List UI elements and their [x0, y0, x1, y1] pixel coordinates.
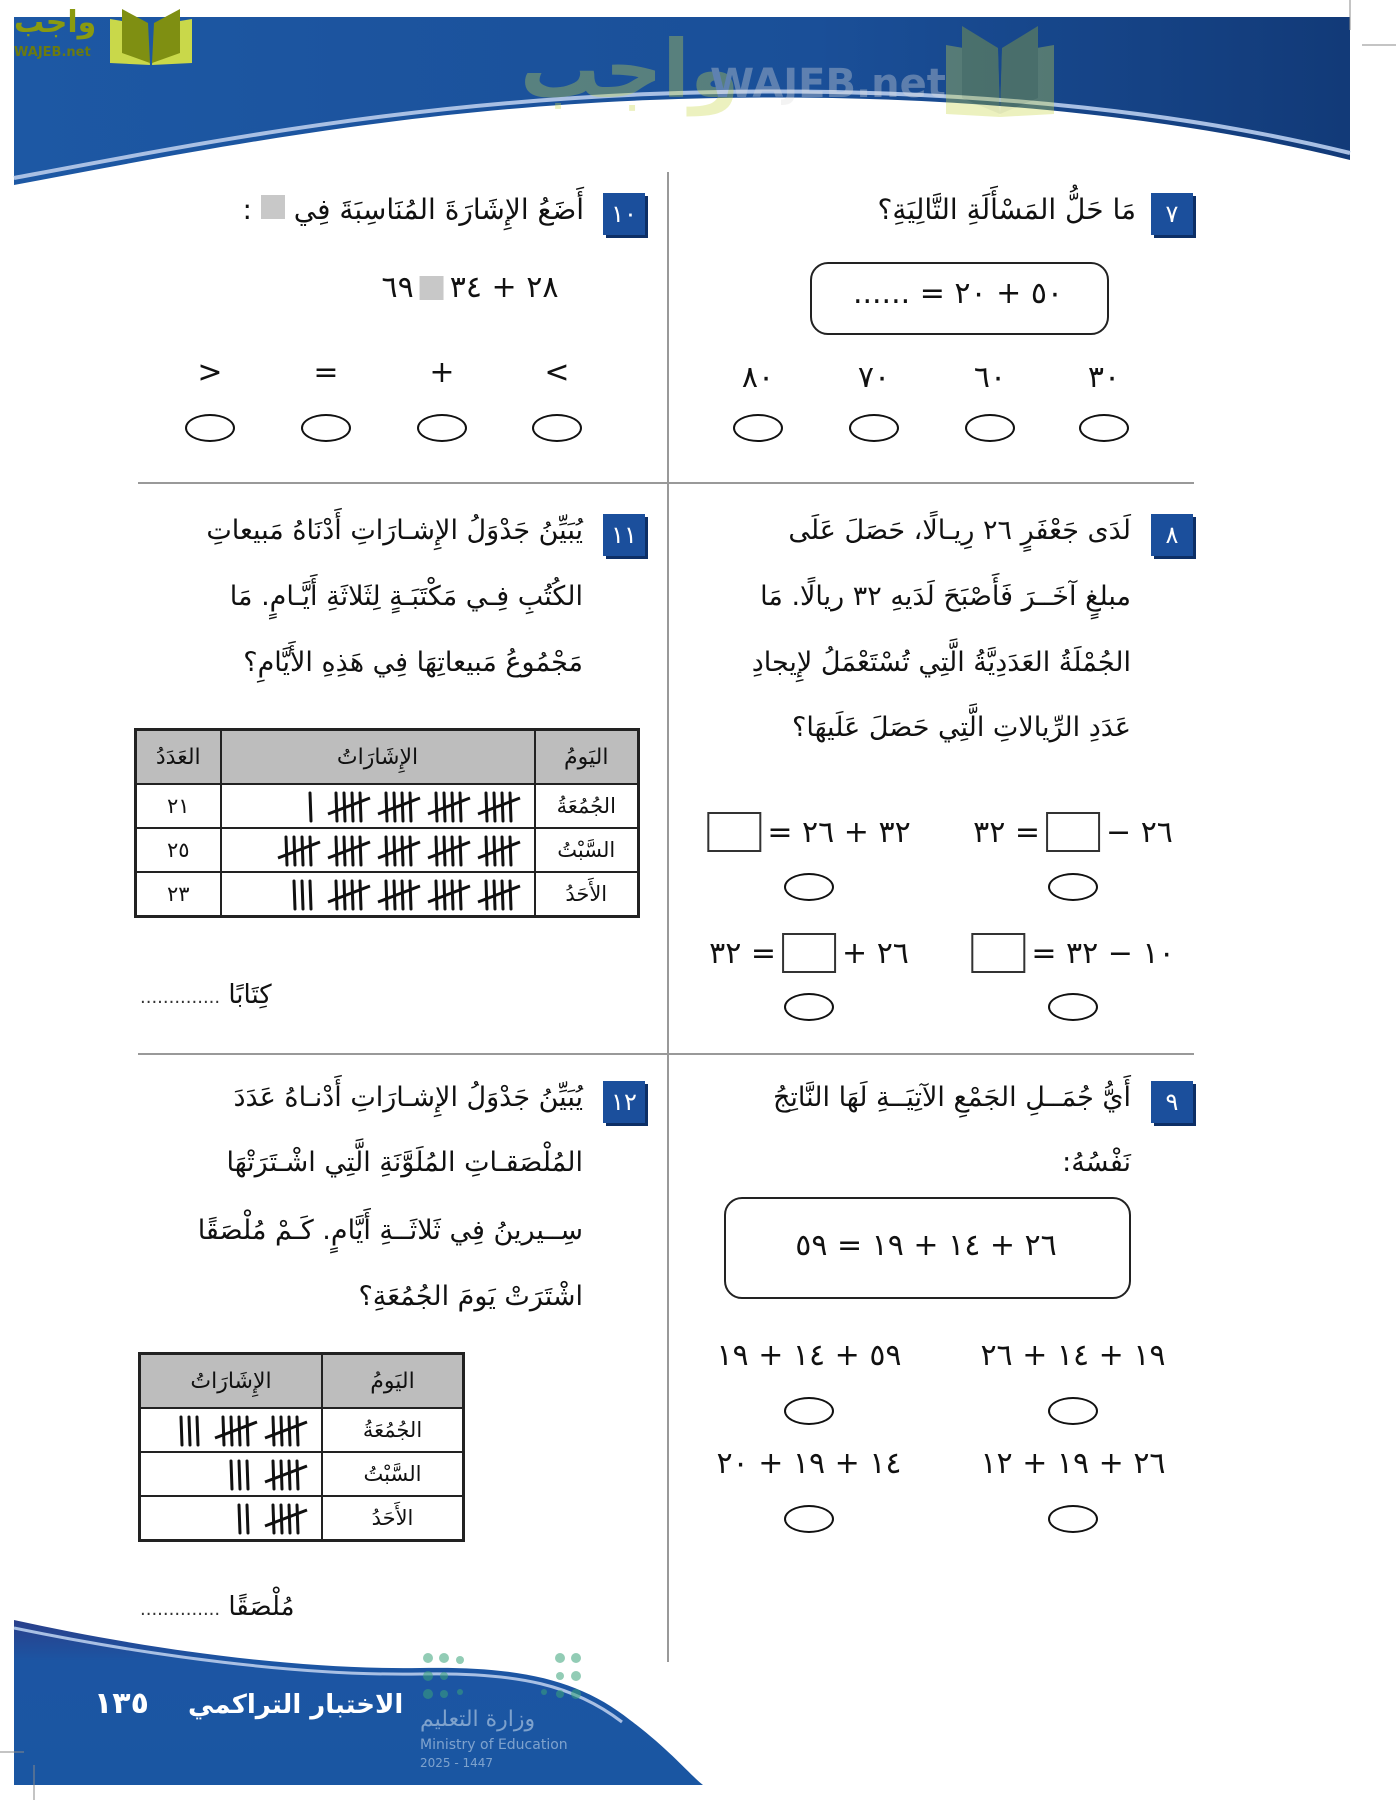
q10-option-label: =: [313, 355, 339, 390]
page-number: ١٣٥: [94, 1686, 149, 1721]
q7-option-bubble[interactable]: [1079, 414, 1129, 442]
tally-stroke: [310, 881, 311, 909]
question-9-text: أَيُّ جُمَــلِ الجَمْعِ الآتِيَــةِ لَهَا النَّاتِجُ: [772, 1082, 1131, 1113]
logo-text-ar: واجب: [14, 5, 97, 40]
tally-group-of-five: [265, 1505, 307, 1533]
tally-stroke: [460, 793, 461, 821]
tally-stroke: [510, 837, 511, 865]
header-count: العَدَدُ: [136, 730, 221, 785]
row-divider-2: [138, 1053, 1194, 1055]
q8-option-equation: [971, 933, 1174, 973]
placeholder-square: [261, 195, 285, 219]
tally-stroke: [402, 881, 403, 909]
tally-stroke: [452, 793, 453, 821]
tally-single-marks: [310, 793, 311, 821]
question-9-badge: ٩: [1151, 1081, 1193, 1123]
table-row: [136, 828, 639, 872]
tally-stroke: [510, 793, 511, 821]
question-9-text: نَفْسُهُ:: [1062, 1147, 1131, 1178]
question-12-text: اشْتَرَتْ يَومَ الجُمُعَةِ؟: [358, 1281, 583, 1312]
q10-option-bubble[interactable]: [417, 414, 467, 442]
equation-text: ٣٢ =: [709, 935, 776, 971]
tally-group-of-five: [428, 793, 470, 821]
tally-marks: [147, 1410, 321, 1450]
tally-stroke: [294, 881, 295, 909]
answer-box: [707, 812, 761, 852]
tally-marks: [223, 830, 534, 870]
tally-group-of-five: [378, 793, 420, 821]
header-day: اليَومُ: [322, 1354, 464, 1409]
tally-stroke: [402, 793, 403, 821]
watermark-text-en: WAJEB.net: [710, 61, 946, 107]
tally-single-marks: [231, 1461, 248, 1489]
q9-option-label: ٢٦ + ١٤ + ١٩: [980, 1338, 1166, 1373]
tally-stroke: [310, 837, 311, 865]
question-9-expression: ٥٩ = ١٩ + ١٤ + ٢٦: [795, 1228, 1057, 1263]
count-cell: ٢٥: [136, 828, 221, 872]
question-10-title-text: أَضَعُ الإِشَارَةَ المُنَاسِبَةَ فِي: [293, 193, 584, 226]
tally-cross-stroke: [428, 886, 470, 902]
q7-option-label: ٨٠: [741, 360, 775, 395]
expr-right: ٢٨ + ٣٤: [449, 270, 559, 305]
tally-stroke: [273, 1417, 274, 1445]
question-10-expression: [382, 270, 559, 305]
tally-stroke: [289, 1461, 290, 1489]
question-8-text: الجُمْلَةُ العَدَدِيَّةُ الَّتِي تُسْتَعْمَلُ لإِيجادِ: [751, 647, 1131, 678]
ministry-logo: [420, 1650, 590, 1782]
tally-stroke: [386, 837, 387, 865]
tally-cross-stroke: [328, 798, 370, 814]
tally-group-of-five: [478, 793, 520, 821]
tally-stroke: [289, 1417, 290, 1445]
ministry-name-ar: وزارة التعليم: [420, 1707, 536, 1732]
tally-cell: [221, 872, 535, 917]
tally-stroke: [273, 1461, 274, 1489]
tally-cross-stroke: [378, 842, 420, 858]
tally-stroke: [436, 793, 437, 821]
q8-option-bubble[interactable]: [784, 873, 834, 901]
tally-group-of-five: [478, 881, 520, 909]
q9-option-bubble[interactable]: [1048, 1505, 1098, 1533]
tally-cell: [140, 1452, 323, 1496]
table-header-row: [136, 730, 639, 785]
tally-stroke: [239, 1461, 240, 1489]
day-cell: السَّبْتُ: [322, 1452, 464, 1496]
q9-option-label: ١٩ + ١٤ + ٥٩: [716, 1338, 902, 1373]
tally-stroke: [297, 1461, 298, 1489]
q10-option-label: >: [197, 355, 223, 390]
question-7-badge: ٧: [1151, 193, 1193, 235]
ministry-year: 2025 - 1447: [420, 1756, 494, 1770]
tally-stroke: [223, 1417, 224, 1445]
question-7-expression: ...... = ٢٠ + ٥٠: [852, 276, 1064, 311]
answer-unit: كِتَابًا: [228, 980, 272, 1010]
tally-cross-stroke: [265, 1422, 307, 1438]
q7-option-label: ٦٠: [973, 360, 1007, 395]
q10-option-label: <: [544, 355, 570, 390]
tally-stroke: [336, 793, 337, 821]
question-11-text: مَجْمُوعُ مَبيعاتِهَا فِي هَذِهِ الأَيَّامِ؟: [243, 647, 583, 678]
tally-stroke: [297, 1505, 298, 1533]
question-8-text: عَدَدِ الرِّيالاتِ الَّتِي حَصَلَ عَلَيهَا؟: [792, 712, 1131, 743]
tally-group-of-five: [265, 1461, 307, 1489]
tally-stroke: [231, 1461, 232, 1489]
tally-stroke: [181, 1417, 182, 1445]
tally-group-of-five: [378, 837, 420, 865]
tally-stroke: [302, 837, 303, 865]
tally-stroke: [486, 837, 487, 865]
question-10-title: [243, 193, 584, 226]
tally-group-of-five: [278, 837, 320, 865]
tally-cross-stroke: [428, 798, 470, 814]
book-icon: [106, 5, 196, 67]
wajeb-logo: [10, 5, 190, 65]
equation-text: + ٢٦: [842, 935, 909, 971]
tally-marks: [142, 1454, 321, 1494]
table-row: [140, 1496, 464, 1541]
tally-stroke: [436, 881, 437, 909]
tally-stroke: [336, 837, 337, 865]
ministry-name-en: Ministry of Education: [420, 1737, 568, 1753]
equation-text: = ٣٢ + ٢٦: [767, 814, 911, 850]
tally-stroke: [452, 881, 453, 909]
q7-option-label: ٧٠: [857, 360, 891, 395]
table-row: [136, 784, 639, 828]
placeholder-square: [420, 276, 444, 300]
watermark: [520, 20, 1080, 130]
tally-cross-stroke: [265, 1510, 307, 1526]
tally-cross-stroke: [478, 798, 520, 814]
tally-stroke: [360, 837, 361, 865]
q7-option-bubble[interactable]: [965, 414, 1015, 442]
tally-cross-stroke: [265, 1466, 307, 1482]
q10-option-bubble[interactable]: [185, 414, 235, 442]
question-11-badge: ١١: [603, 514, 645, 556]
watermark-text-ar: واجب: [520, 23, 740, 116]
count-cell: ٢٣: [136, 872, 221, 917]
tally-stroke: [239, 1417, 240, 1445]
answer-blank[interactable]: ..............: [140, 1599, 221, 1620]
row-divider-1: [138, 482, 1194, 484]
tally-stroke: [247, 1417, 248, 1445]
equation-text: ٣٢ =: [973, 814, 1040, 850]
question-7-title: مَا حَلُّ المَسْأَلَةِ التَّالِيَةِ؟: [877, 193, 1136, 226]
tally-stroke: [286, 837, 287, 865]
tally-cell: [140, 1496, 323, 1541]
day-cell: الجُمُعَةُ: [322, 1408, 464, 1452]
tally-stroke: [247, 1461, 248, 1489]
tally-stroke: [360, 793, 361, 821]
q9-option-bubble[interactable]: [1048, 1397, 1098, 1425]
tally-stroke: [502, 881, 503, 909]
page-footer-title: الاختبار التراكمي: [188, 1690, 404, 1720]
expr-left: ٦٩: [381, 270, 414, 305]
day-cell: الجُمُعَةُ: [535, 784, 639, 828]
tally-stroke: [352, 793, 353, 821]
tally-stroke: [410, 881, 411, 909]
tally-group-of-five: [328, 881, 370, 909]
tally-stroke: [310, 793, 311, 821]
tally-stroke: [486, 793, 487, 821]
count-cell: ٢١: [136, 784, 221, 828]
tally-stroke: [460, 881, 461, 909]
question-11-text: يُبَيِّنُ جَدْوَلُ الإِشـارَاتِ أَدْنَاهُ مَبيعاتِ: [206, 515, 583, 546]
tally-cross-stroke: [278, 842, 320, 858]
question-12-text: المُلْصَقـاتِ المُلَوَّنَةِ الَّتِي اشْـتَرَتْهَا: [226, 1147, 583, 1178]
q10-option-bubble[interactable]: [301, 414, 351, 442]
tally-marks: [222, 874, 534, 914]
tally-group-of-five: [328, 837, 370, 865]
tally-single-marks: [294, 881, 311, 909]
q7-option-bubble[interactable]: [849, 414, 899, 442]
tally-stroke: [297, 1417, 298, 1445]
tally-stroke: [502, 837, 503, 865]
question-12-text: سِــيرينُ فِي ثَلاثَــةِ أَيَّامٍ. كَـمْ مُلْصَقًا: [197, 1215, 583, 1246]
ministry-dots-icon: [420, 1650, 590, 1704]
tally-stroke: [386, 793, 387, 821]
q8-option-bubble[interactable]: [1048, 873, 1098, 901]
question-10-title-colon: :: [242, 193, 252, 226]
tally-cell: [221, 828, 535, 872]
equation-text: − ٢٦: [1106, 814, 1173, 850]
question-12-text: يُبَيِّنُ جَدْوَلُ الإِشـارَاتِ أَدْنـاهُ عَدَدَ: [233, 1082, 583, 1113]
tally-group-of-five: [378, 881, 420, 909]
tally-stroke: [452, 837, 453, 865]
logo-text-en: WAJEB.net: [14, 45, 91, 60]
tally-stroke: [486, 881, 487, 909]
tally-cross-stroke: [428, 842, 470, 858]
tally-group-of-five: [428, 881, 470, 909]
tally-cross-stroke: [328, 886, 370, 902]
tally-cross-stroke: [328, 842, 370, 858]
question-12-badge: ١٢: [603, 1081, 645, 1123]
stickers-tally-table: [138, 1352, 465, 1542]
question-8-text: مبلغٍ آخَــرَ فَأَصْبَحَ لَدَيهِ ٣٢ ريالًا. مَا: [760, 581, 1131, 612]
tally-stroke: [247, 1505, 248, 1533]
question-11-text: الكُتُبِ فِـي مَكْتَبَـةٍ لِثَلاثَةِ أَيَّـامٍ. مَا: [229, 581, 583, 612]
tally-group-of-five: [215, 1417, 257, 1445]
tally-stroke: [197, 1417, 198, 1445]
tally-stroke: [436, 837, 437, 865]
q9-option-label: ١٢ + ١٩ + ٢٦: [980, 1446, 1166, 1481]
q8-option-equation: [707, 812, 910, 852]
answer-box: [1046, 812, 1100, 852]
q9-option-bubble[interactable]: [784, 1505, 834, 1533]
table-row: [140, 1452, 464, 1496]
q8-option-equation: [709, 933, 909, 973]
tally-stroke: [410, 837, 411, 865]
tally-stroke: [460, 837, 461, 865]
tally-stroke: [273, 1505, 274, 1533]
tally-cross-stroke: [478, 842, 520, 858]
q7-option-label: ٣٠: [1087, 360, 1121, 395]
header-day: اليَومُ: [535, 730, 639, 785]
tally-cross-stroke: [378, 798, 420, 814]
question-11-answer[interactable]: [140, 980, 272, 1010]
table-row: [140, 1408, 464, 1452]
tally-group-of-five: [478, 837, 520, 865]
tally-single-marks: [239, 1505, 248, 1533]
tally-group-of-five: [328, 793, 370, 821]
header-tally: الإِشَارَاتُ: [221, 730, 535, 785]
answer-box: [782, 933, 836, 973]
q9-option-bubble[interactable]: [784, 1397, 834, 1425]
tally-single-marks: [181, 1417, 198, 1445]
q9-option-label: ٢٠ + ١٩ + ١٤: [716, 1446, 902, 1481]
table-header-row: [140, 1354, 464, 1409]
tally-stroke: [189, 1417, 190, 1445]
tally-marks: [141, 1498, 321, 1538]
tally-group-of-five: [428, 837, 470, 865]
tally-cross-stroke: [215, 1422, 257, 1438]
day-cell: الأَحَدُ: [535, 872, 639, 917]
tally-stroke: [386, 881, 387, 909]
book-sales-tally-table: [134, 728, 640, 918]
answer-blank[interactable]: ..............: [140, 987, 221, 1008]
q10-option-bubble[interactable]: [532, 414, 582, 442]
tally-group-of-five: [265, 1417, 307, 1445]
tally-cross-stroke: [378, 886, 420, 902]
question-8-text: لَدَى جَعْفَرٍ ٢٦ رِيـالًا، حَصَلَ عَلَى: [788, 515, 1131, 546]
tally-stroke: [360, 881, 361, 909]
question-8-badge: ٨: [1151, 514, 1193, 556]
q10-option-label: +: [429, 355, 455, 390]
q8-option-bubble[interactable]: [784, 993, 834, 1021]
equation-text: = ١٠ − ٣٢: [1031, 935, 1175, 971]
tally-stroke: [239, 1505, 240, 1533]
tally-stroke: [352, 837, 353, 865]
tally-cross-stroke: [478, 886, 520, 902]
tally-stroke: [502, 793, 503, 821]
tally-stroke: [289, 1505, 290, 1533]
tally-stroke: [302, 881, 303, 909]
tally-stroke: [402, 837, 403, 865]
table-row: [136, 872, 639, 917]
answer-unit: مُلْصَقًا: [228, 1592, 295, 1622]
q8-option-bubble[interactable]: [1048, 993, 1098, 1021]
question-10-badge: ١٠: [603, 193, 645, 235]
tally-cell: [221, 784, 535, 828]
answer-box: [971, 933, 1025, 973]
tally-cell: [140, 1408, 323, 1452]
header-tally: الإِشَارَاتُ: [140, 1354, 323, 1409]
tally-marks: [231, 786, 534, 826]
tally-stroke: [336, 881, 337, 909]
q7-option-bubble[interactable]: [733, 414, 783, 442]
day-cell: الأَحَدُ: [322, 1496, 464, 1541]
watermark-book-icon: [940, 20, 1060, 120]
tally-stroke: [410, 793, 411, 821]
tally-stroke: [510, 881, 511, 909]
tally-stroke: [352, 881, 353, 909]
day-cell: السَّبْتُ: [535, 828, 639, 872]
column-divider: [667, 172, 669, 1662]
q8-option-equation: [973, 812, 1173, 852]
